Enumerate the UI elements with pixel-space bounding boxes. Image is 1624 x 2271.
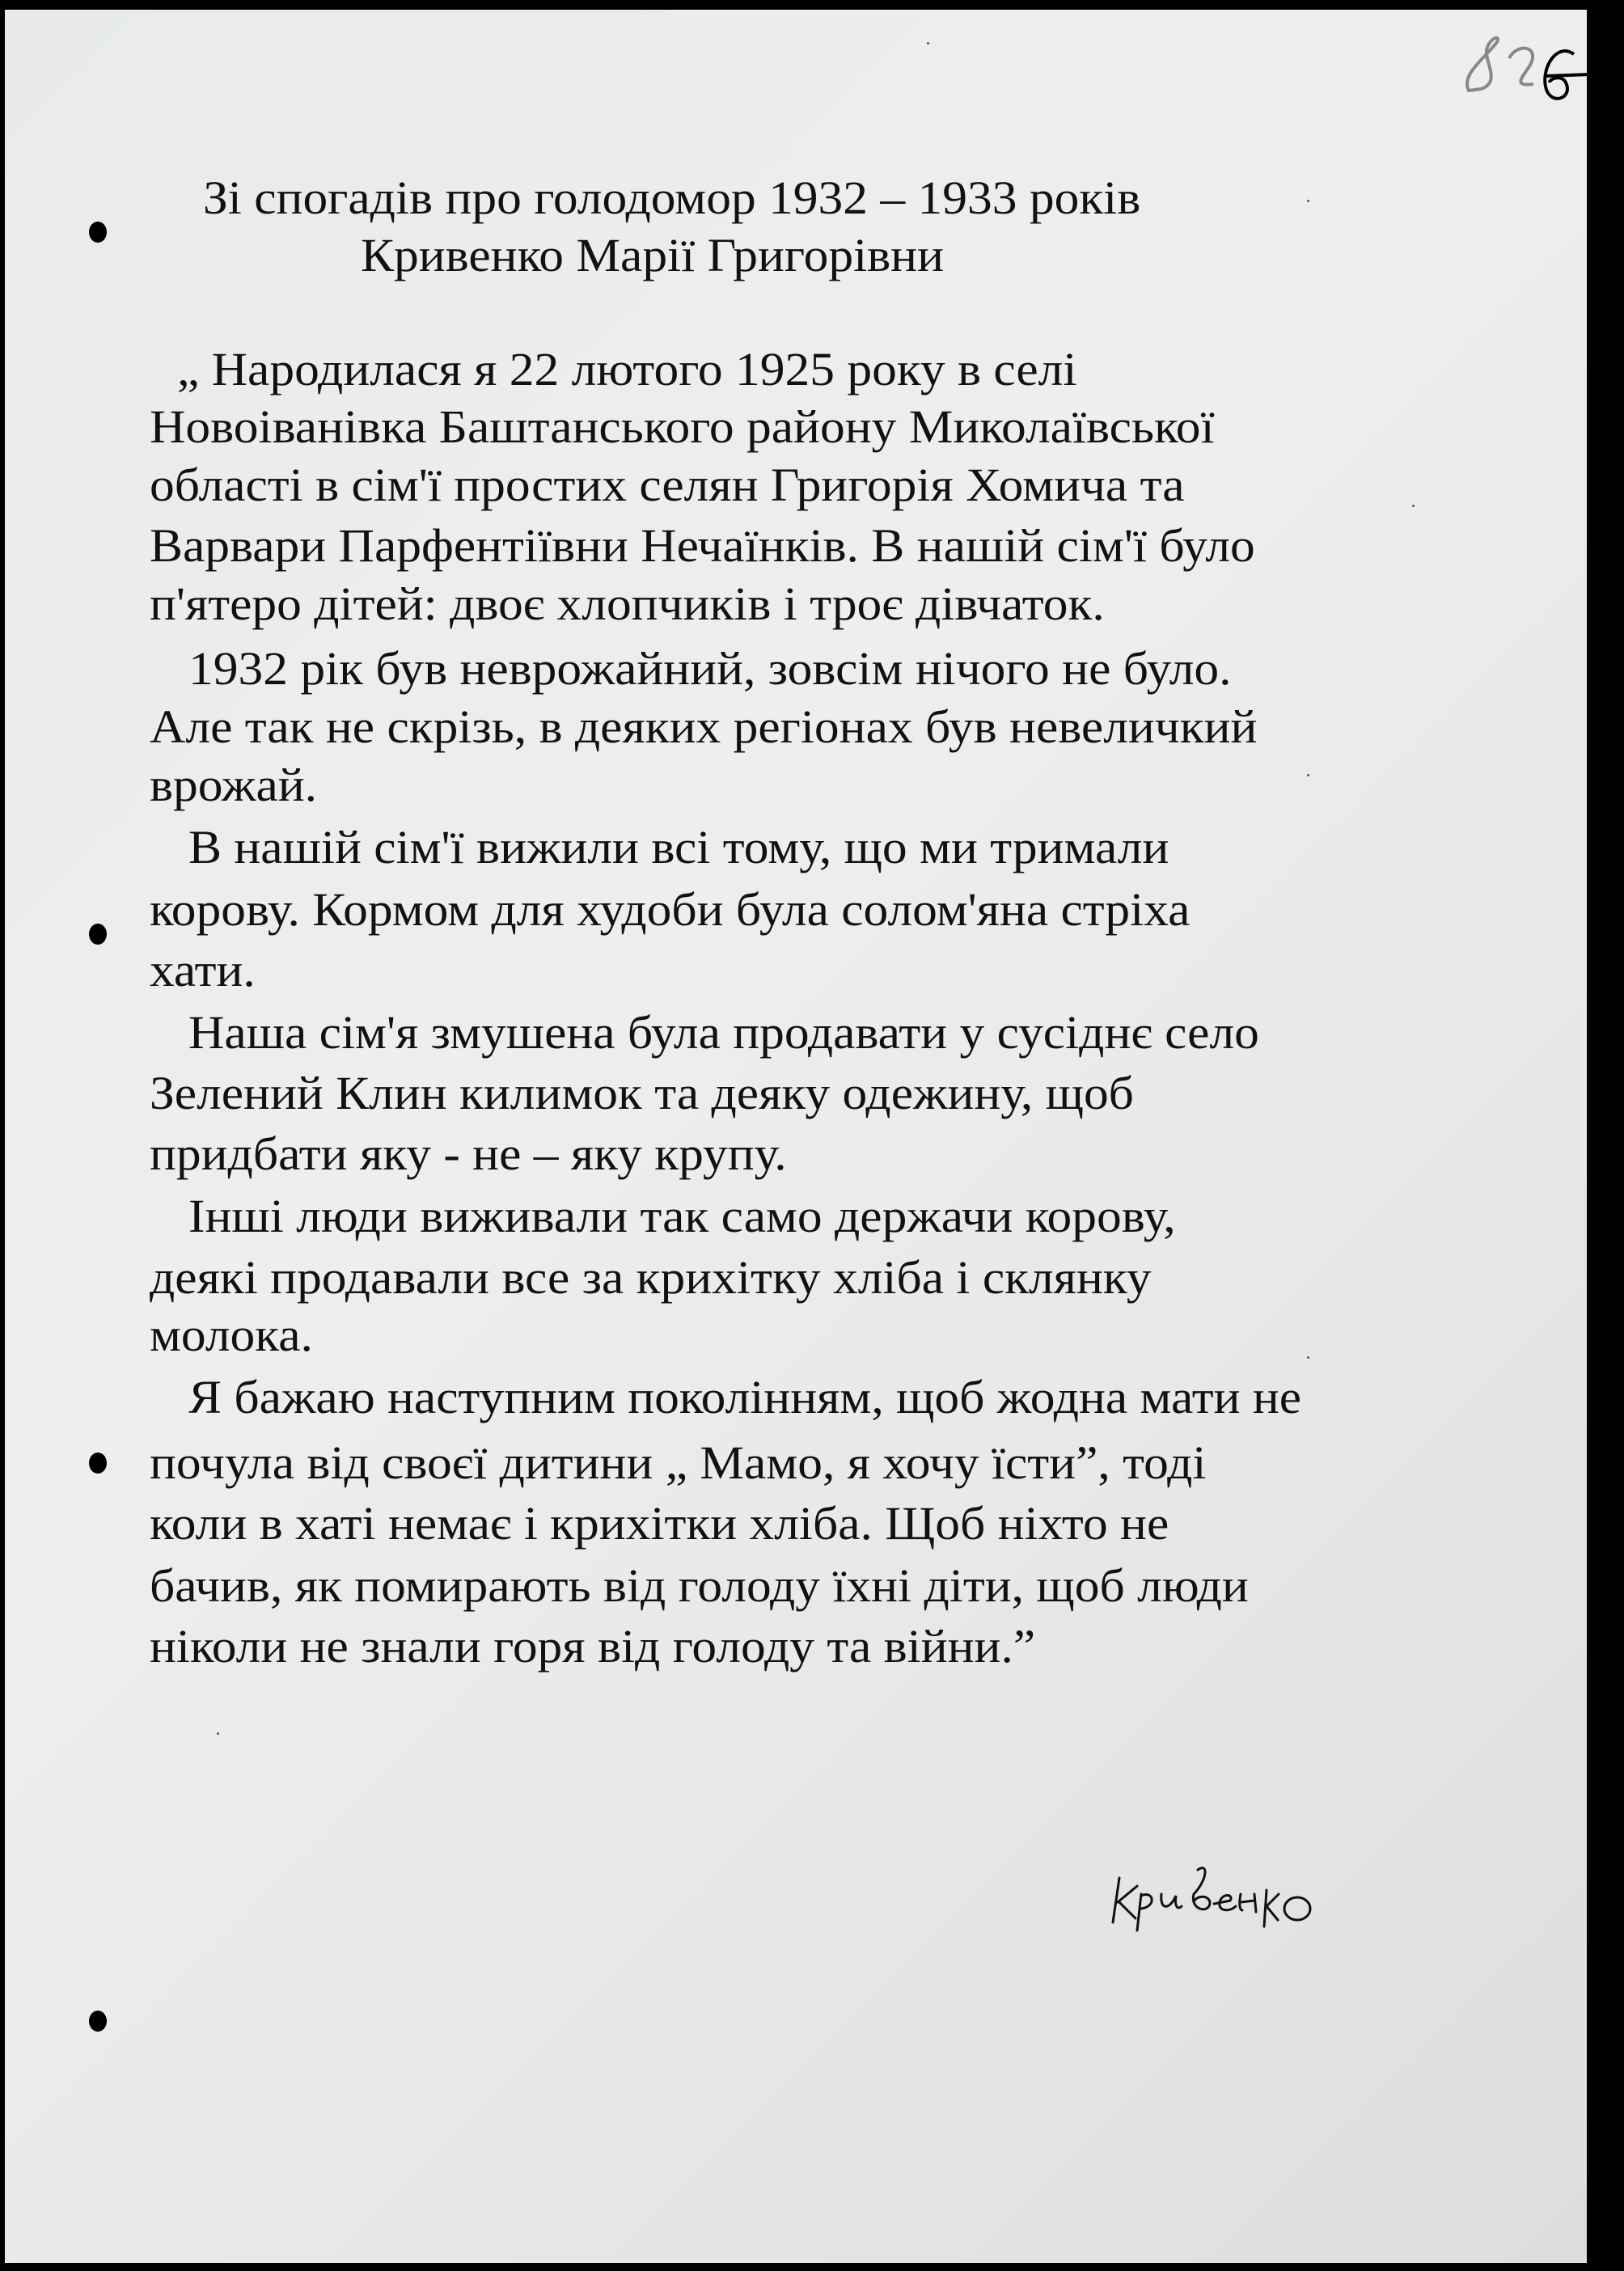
body-text-line: почула від своєї дитини „ Мамо, я хочу їсти”, тоді: [150, 1436, 1207, 1489]
punch-hole: [89, 2011, 107, 2032]
body-text-line: корову. Кормом для худоби була солом'яна стріха: [150, 883, 1191, 936]
body-text-line: Я бажаю наступним поколінням, щоб жодна мати не: [188, 1371, 1302, 1423]
body-text-line: коли в хаті немає і крихітки хліба. Щоб ніхто не: [150, 1497, 1169, 1550]
body-text-line: Новоіванівка Баштанського району Миколаївської: [150, 400, 1215, 453]
punch-hole: [89, 1453, 107, 1474]
body-text-line: „ Народилася я 22 лютого 1925 року в селі: [177, 343, 1077, 395]
body-text-line: В нашій сім'ї вижили всі тому, що ми тримали: [188, 821, 1169, 873]
body-text-line: придбати яку - не – яку крупу.: [150, 1127, 787, 1180]
body-text-line: п'ятеро дітей: двоє хлопчиків і троє дівчаток.: [150, 577, 1105, 630]
body-text-line: Але так не скрізь, в деяких регіонах був невеличкий: [150, 700, 1258, 753]
punch-hole: [89, 924, 107, 945]
punch-hole: [89, 222, 107, 243]
body-text-line: ніколи не знали горя від голоду та війни.”: [150, 1620, 1036, 1673]
title-line-2: Кривенко Марії Григорівни: [361, 229, 944, 281]
body-text-line: 1932 рік був неврожайний, зовсім нічого не було.: [188, 642, 1232, 695]
body-text-line: Зелений Клин килимок та деяку одежину, щоб: [150, 1067, 1134, 1119]
body-text-line: бачив, як помирають від голоду їхні діти, щоб люди: [150, 1559, 1249, 1612]
body-text-line: Інші люди виживали так само держачи корову,: [188, 1190, 1176, 1242]
handwritten-signature: [1105, 1846, 1347, 1939]
title-line-1: Зі спогадів про голодомор 1932 – 1933 років: [203, 171, 1141, 224]
body-text-line: Наша сім'я змушена була продавати у сусіднє село: [188, 1006, 1259, 1059]
body-text-line: молока.: [150, 1309, 313, 1361]
archive-page-number: [1453, 26, 1590, 111]
body-text-line: хати.: [150, 944, 256, 996]
body-text-line: деякі продавали все за крихітку хліба і склянку: [150, 1251, 1152, 1304]
document-page: [5, 10, 1587, 2263]
body-text-line: Варвари Парфентіївни Нечаїнків. В нашій сім'ї було: [150, 519, 1255, 572]
body-text-line: врожай.: [150, 759, 318, 811]
body-text-line: області в сім'ї простих селян Григорія Хомича та: [150, 459, 1185, 511]
